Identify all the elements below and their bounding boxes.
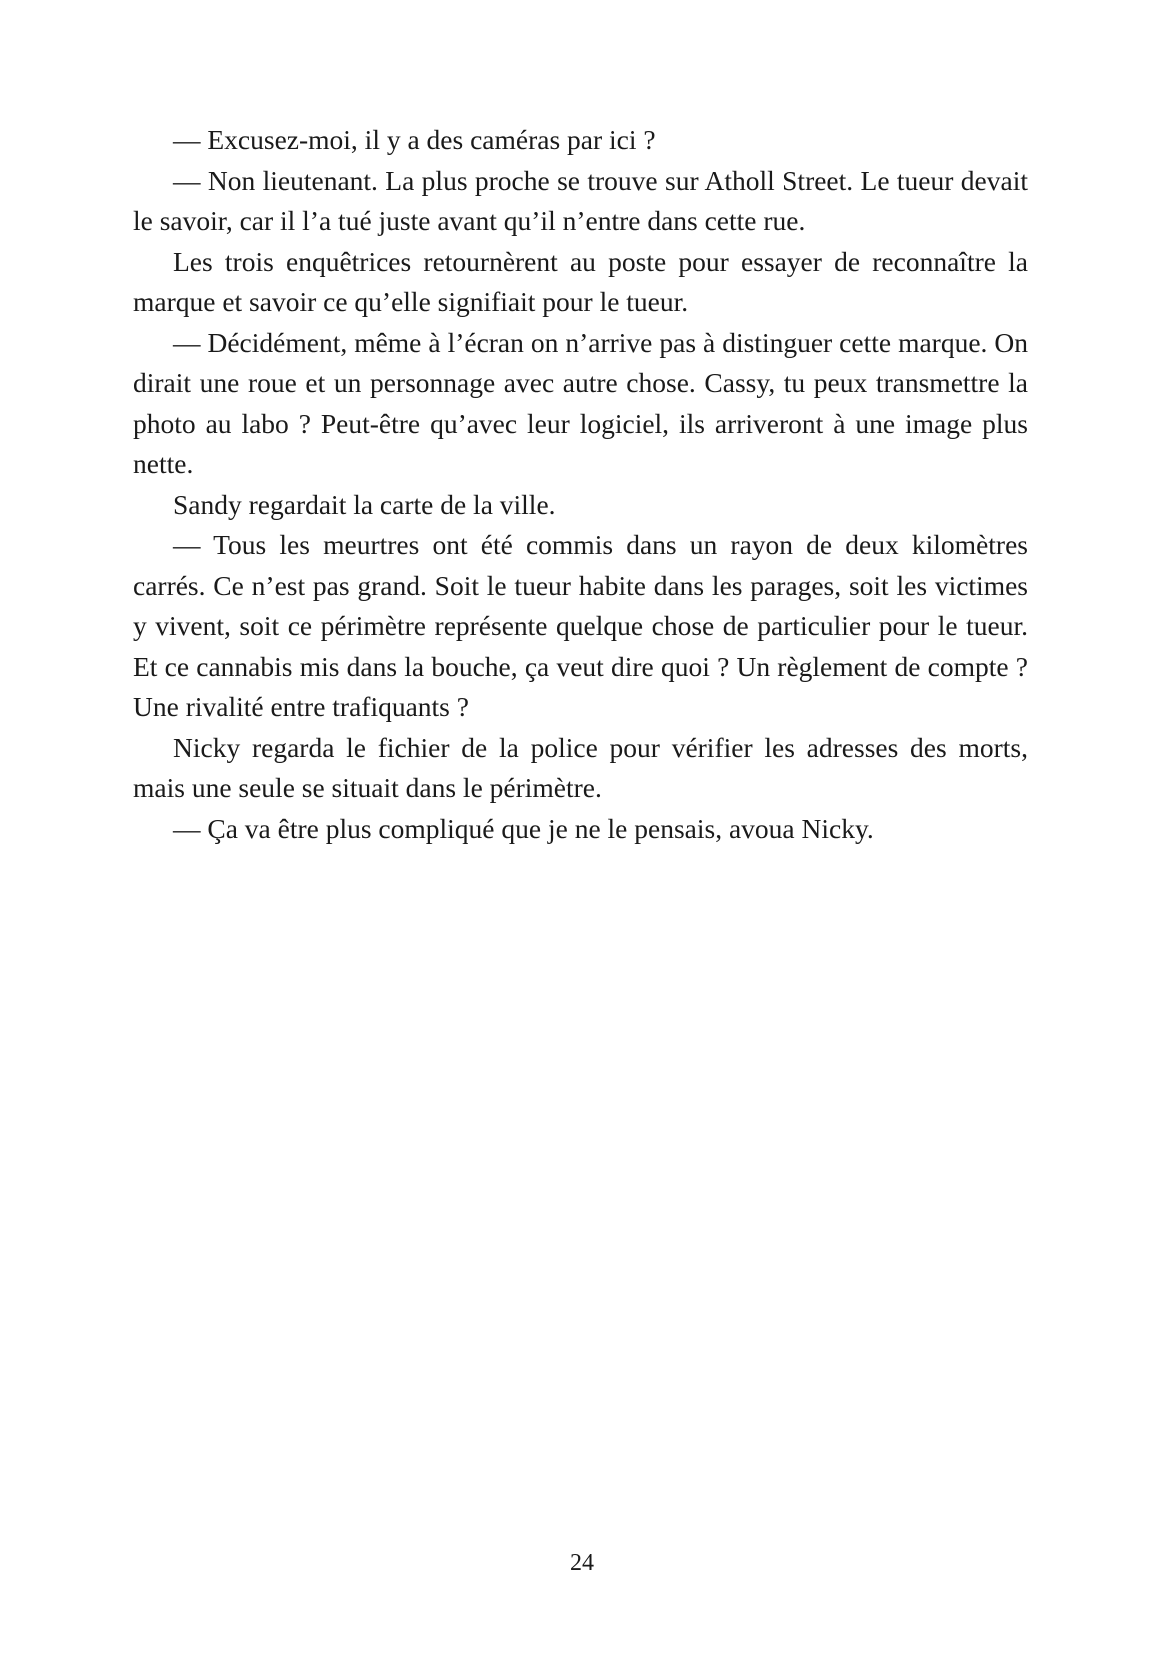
- paragraph: — Décidément, même à l’écran on n’arrive pas à distinguer cette marque. On dirait une roue et un personnage avec autre chose. Cassy, tu peux transmettre la photo au labo ? Peut-être qu’avec leur logiciel, ils arriveront à une image plus nette.: [133, 326, 1028, 479]
- paragraph: — Ça va être plus compliqué que je ne le pensais, avoua Nicky.: [173, 812, 874, 844]
- page-number: 24: [570, 1550, 594, 1576]
- paragraph: Sandy regardait la carte de la ville.: [173, 488, 556, 520]
- paragraph: — Excusez-moi, il y a des caméras par ici ?: [173, 124, 656, 155]
- page-body-text: [133, 120, 1028, 849]
- paragraph: — Non lieutenant. La plus proche se trouve sur Atholl Street. Le tueur devait le savoir, car il l’a tué juste avant qu’il n’entre dans cette rue.: [133, 164, 1028, 236]
- paragraph: Nicky regarda le fichier de la police pour vérifier les adresses des morts, mais une seule se situait dans le périmètre.: [133, 731, 1028, 803]
- paragraph: — Tous les meurtres ont été commis dans un rayon de deux kilomètres carrés. Ce n’est pas grand. Soit le tueur habite dans les parages, soit les victimes y vivent, soit ce périmètre représente quelque chose de particulier pour le tueur. Et ce cannabis mis dans la bouche, ça veut dire quoi ? Un règlement de compte ? Une rivalité entre trafiquants ?: [133, 529, 1028, 722]
- paragraph: Les trois enquêtrices retournèrent au poste pour essayer de reconnaître la marque et savoir ce qu’elle signifiait pour le tueur.: [133, 245, 1028, 317]
